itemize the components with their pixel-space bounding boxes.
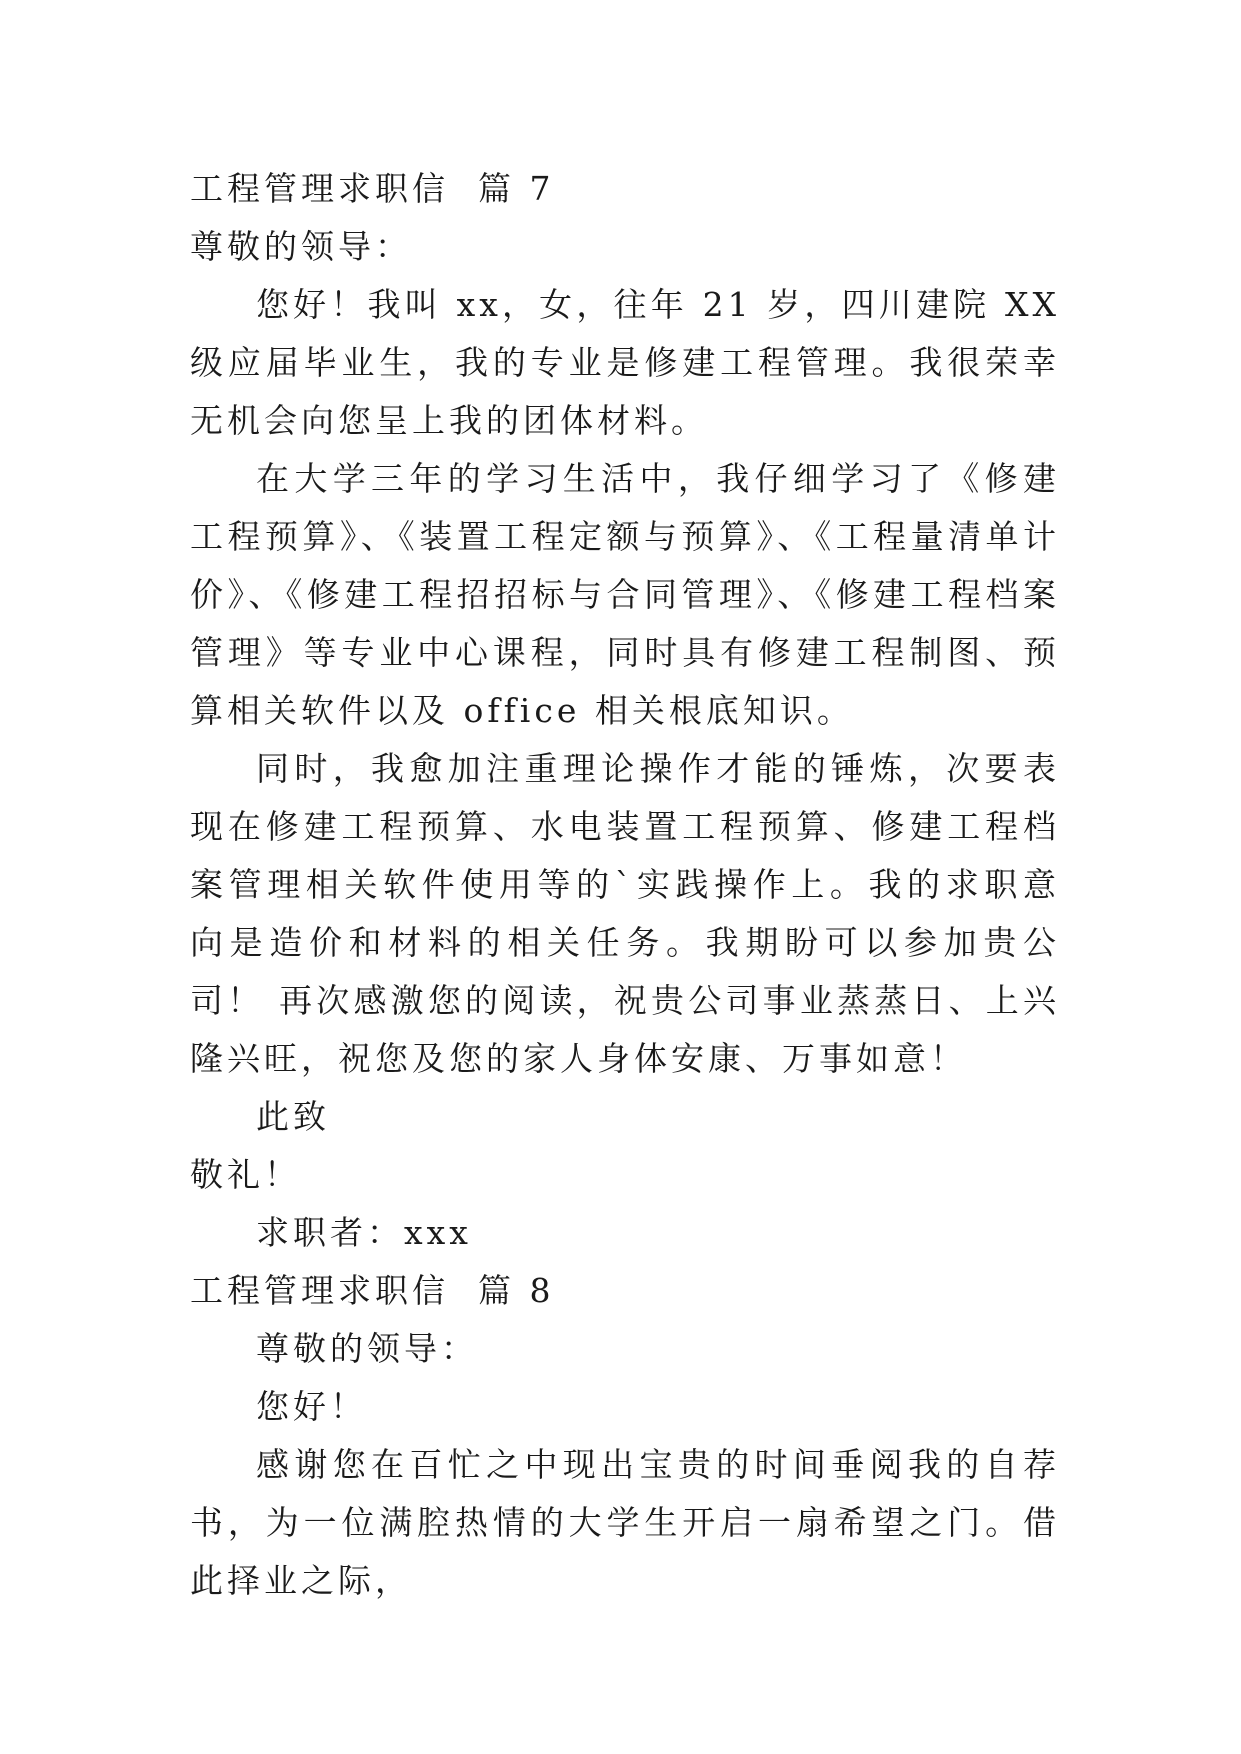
section-7-regards: 敬礼！ [190,1155,301,1194]
section-7-salutation: 尊敬的领导： [190,227,412,266]
section-7-paragraph-3: 同时，我愈加注重理论操作才能的锤炼，次要表现在修建工程预算、水电装置工程预算、修建工程档案管理相关软件使用等的`实践操作上。我的求职意向是造价和材料的相关任务。我期盼可以参加贵公司！ 再次感激您的阅读，祝贵公司事业蒸蒸日、上兴隆兴旺，祝您及您的家人身体安康、万事如意！ [190,749,1060,1078]
document-body [190,160,1060,1610]
section-7-heading: 工程管理求职信 篇 7 [190,169,555,208]
section-8-heading: 工程管理求职信 篇 8 [190,1271,555,1310]
section-7-closing: 此致 [256,1097,330,1136]
section-7-paragraph-1: 您好！我叫 xx，女，往年 21 岁，四川建院 XX 级应届毕业生，我的专业是修建工程管理。我很荣幸无机会向您呈上我的团体材料。 [190,285,1060,440]
section-7-paragraph-2: 在大学三年的学习生活中，我仔细学习了《修建工程预算》、《装置工程定额与预算》、《工程量清单计价》、《修建工程招招标与合同管理》、《修建工程档案管理》等专业中心课程，同时具有修建工程制图、预算相关软件以及 office 相关根底知识。 [190,459,1060,730]
section-7-signature: 求职者：xxx [256,1213,472,1252]
section-8-salutation: 尊敬的领导： [256,1329,478,1368]
section-8-paragraph-1: 感谢您在百忙之中现出宝贵的时间垂阅我的自荐书，为一位满腔热情的大学生开启一扇希望之门。借此择业之际， [190,1445,1060,1600]
section-8-greeting: 您好！ [256,1387,367,1426]
